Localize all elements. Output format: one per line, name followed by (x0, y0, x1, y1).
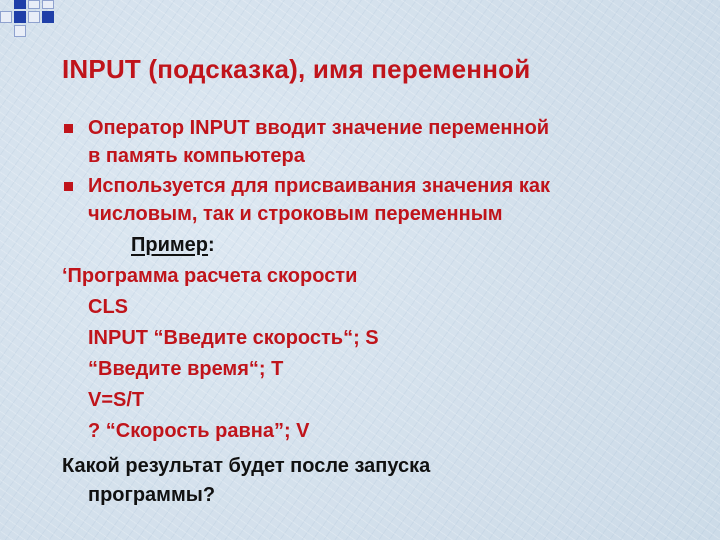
corner-square-dark-3 (42, 11, 54, 23)
corner-square-light-5 (42, 0, 54, 9)
bullet-2-line-2: числовым, так и строковым переменным (88, 203, 503, 225)
question-line-2: программы? (88, 484, 216, 506)
example-heading (131, 230, 215, 261)
corner-square-light-2 (0, 11, 12, 23)
code-comment-line: ‘Программа расчета скорости (62, 265, 358, 287)
question-line-1: Какой результат будет после запуска (62, 455, 431, 477)
code-line-print: ? “Скорость равна”; V (88, 420, 310, 442)
code-line-assignment: V=S/T (88, 389, 145, 411)
corner-square-light-1 (28, 0, 40, 9)
code-line-cls: CLS (88, 296, 128, 318)
corner-square-dark-2 (14, 11, 26, 23)
code-line-input-speed: INPUT “Введите скорость“; S (88, 327, 379, 349)
slide-title: INPUT (подсказка), имя переменной (62, 54, 531, 84)
example-colon: : (208, 234, 215, 256)
code-line-input-time: “Введите время“; T (88, 358, 284, 380)
bullet-square-icon (64, 182, 73, 191)
bullet-2-line-1: Используется для присваивания значения как (88, 175, 551, 197)
example-label: Пример (131, 234, 209, 256)
corner-square-light-4 (14, 25, 26, 37)
bullet-1-line-1: Оператор INPUT вводит значение переменной (88, 117, 550, 139)
bullet-1-line-2: в память компьютера (88, 145, 305, 167)
corner-square-dark-1 (14, 0, 26, 9)
corner-square-light-3 (28, 11, 40, 23)
bullet-square-icon (64, 124, 73, 133)
